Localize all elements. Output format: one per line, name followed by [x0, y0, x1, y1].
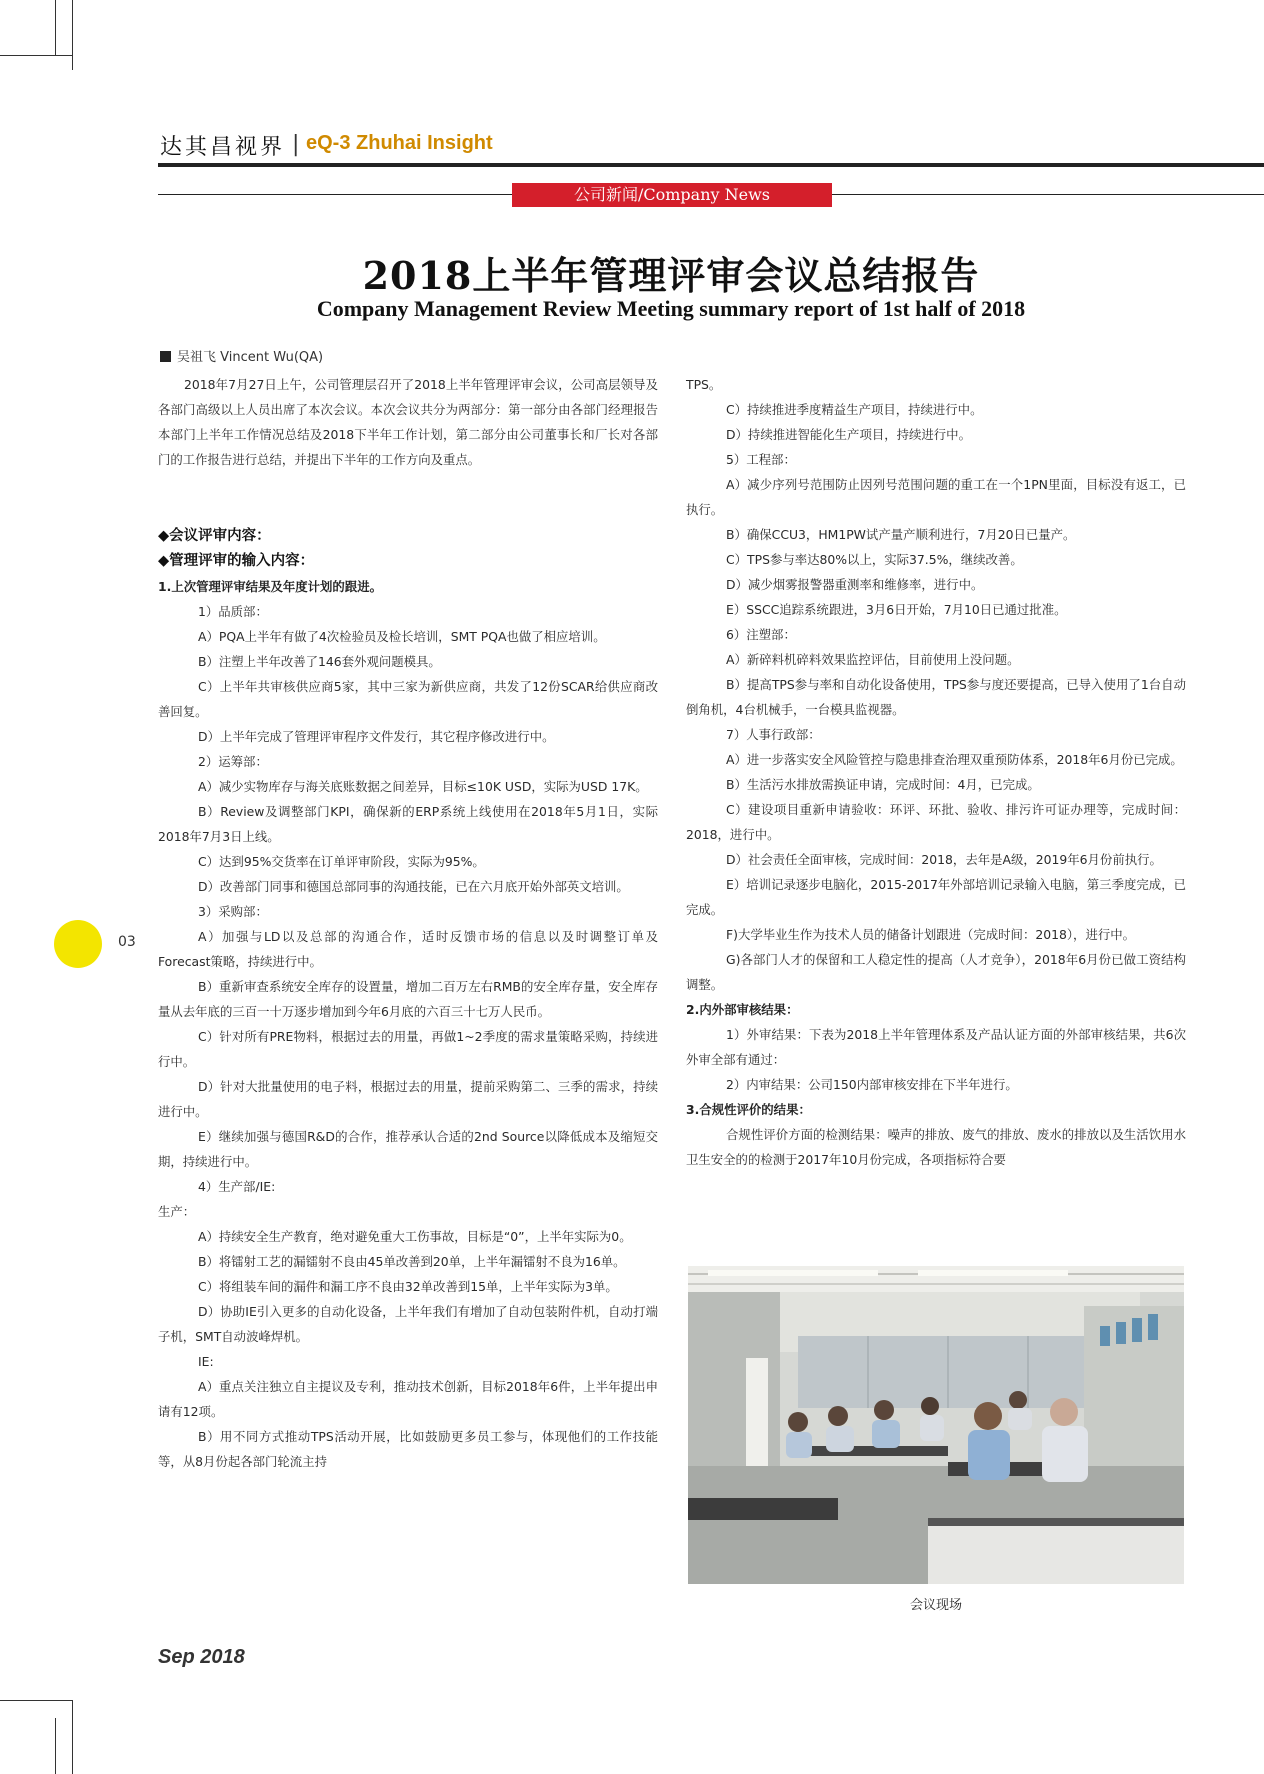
list-item: IE: — [198, 1354, 214, 1369]
intro-paragraph: 2018年7月27日上午，公司管理层召开了2018上半年管理评审会议，公司高层领导及各部门高级以上人员出席了本次会议。本次会议共分为两部分：第一部分由各部门经理报告本部门上半年工作情况总结及2018下半年工作计划，第二部分由公司董事长和厂长对各部门的工作报告进行总结，并提出下半年的工作方向及重点。 — [158, 377, 658, 467]
crop-mark — [55, 0, 56, 55]
list-item: E）培训记录逐步电脑化，2015-2017年外部培训记录输入电脑，第三季度完成，已完成。 — [686, 877, 1186, 917]
list-item: B）将镭射工艺的漏镭射不良由45单改善到20单，上半年漏镭射不良为16单。 — [198, 1254, 626, 1269]
list-item: C）达到95%交货率在订单评审阶段，实际为95%。 — [198, 854, 485, 869]
list-item: C）针对所有PRE物料，根据过去的用量，再做1~2季度的需求量策略采购，持续进行中。 — [158, 1029, 658, 1069]
list-item: 2）运筹部： — [198, 754, 268, 769]
list-item: C）建设项目重新申请验收：环评、环批、验收、排污许可证办理等，完成时间：2018，进行中。 — [686, 802, 1186, 842]
list-item: A）持续安全生产教育，绝对避免重大工伤事故，目标是“0”，上半年实际为0。 — [198, 1229, 632, 1244]
list-item: 6）注塑部： — [726, 627, 796, 642]
subsection-heading: 2.内外部审核结果： — [686, 1002, 799, 1017]
section-banner: 公司新闻/Company News — [512, 183, 832, 207]
list-item: B）提高TPS参与率和自动化设备使用，TPS参与度还要提高，已导入使用了1台自动倒角机，4台机械手，一台模具监视器。 — [686, 677, 1186, 717]
list-item: D）协助IE引入更多的自动化设备，上半年我们有增加了自动包装附件机，自动打端子机，SMT自动波峰焊机。 — [158, 1304, 658, 1344]
list-item: C）持续推进季度精益生产项目，持续进行中。 — [726, 402, 983, 417]
list-item: 2）内审结果：公司150内部审核安排在下半年进行。 — [726, 1077, 1018, 1092]
issue-date: Sep 2018 — [158, 1646, 245, 1668]
list-item: A）减少序列号范围防止因列号范围问题的重工在一个1PN里面，目标没有返工，已执行。 — [686, 477, 1186, 517]
crop-mark — [72, 1700, 73, 1774]
list-item: A）重点关注独立自主提议及专利，推动技术创新，目标2018年6件，上半年提出申请有12项。 — [158, 1379, 658, 1419]
list-item: A）PQA上半年有做了4次检验员及检长培训，SMT PQA也做了相应培训。 — [198, 629, 606, 644]
magazine-name-en: eQ-3 Zhuhai Insight — [306, 132, 493, 154]
list-item: D）社会责任全面审核，完成时间：2018，去年是A级，2019年6月份前执行。 — [726, 852, 1162, 867]
list-item: C）将组装车间的漏件和漏工序不良由32单改善到15单，上半年实际为3单。 — [198, 1279, 618, 1294]
list-item: 合规性评价方面的检测结果：噪声的排放、废气的排放、废水的排放以及生活饮用水卫生安全的的检测于2017年10月份完成，各项指标符合要 — [686, 1127, 1186, 1167]
list-item: TPS。 — [686, 377, 722, 392]
list-item: B）Review及调整部门KPI，确保新的ERP系统上线使用在2018年5月1日，实际2018年7月3日上线。 — [158, 804, 658, 844]
subsection-heading: 1.上次管理评审结果及年度计划的跟进。 — [158, 579, 382, 594]
list-item: D）持续推进智能化生产项目，持续进行中。 — [726, 427, 971, 442]
list-item: C）上半年共审核供应商5家，其中三家为新供应商，共发了12份SCAR给供应商改善回复。 — [158, 679, 658, 719]
magazine-name-cn: 达其昌视界 — [160, 135, 286, 160]
crop-mark — [0, 1700, 72, 1701]
list-item: A）加强与LD以及总部的沟通合作，适时反馈市场的信息以及时调整订单及Forecast策略，持续进行中。 — [158, 929, 658, 969]
list-item: B）用不同方式推动TPS活动开展，比如鼓励更多员工参与，体现他们的工作技能等，从8月份起各部门轮流主持 — [158, 1429, 658, 1469]
list-item: B）注塑上半年改善了146套外观问题模具。 — [198, 654, 441, 669]
list-item: D）上半年完成了管理评审程序文件发行，其它程序修改进行中。 — [198, 729, 555, 744]
section-heading: ◆会议评审内容： — [158, 528, 271, 544]
list-item: 7）人事行政部： — [726, 727, 821, 742]
column-left — [158, 372, 658, 472]
list-item: 5）工程部： — [726, 452, 796, 467]
list-item: 1）外审结果：下表为2018上半年管理体系及产品认证方面的外部审核结果，共6次外审全部有通过： — [686, 1027, 1186, 1067]
list-item: B）确保CCU3，HM1PW试产量产顺利进行，7月20日已量产。 — [726, 527, 1076, 542]
column-left-body — [158, 524, 658, 1474]
author-name: 吴祖飞 Vincent Wu(QA) — [177, 350, 324, 365]
list-item: F)大学毕业生作为技术人员的储备计划跟进（完成时间：2018），进行中。 — [726, 927, 1136, 942]
page-dot — [54, 920, 102, 968]
list-item: A）进一步落实安全风险管控与隐患排查治理双重预防体系，2018年6月份已完成。 — [726, 752, 1183, 767]
list-item: C）TPS参与率达80%以上，实际37.5%，继续改善。 — [726, 552, 1023, 567]
crop-mark — [0, 55, 72, 56]
list-item: 4）生产部/IE: — [198, 1179, 276, 1194]
header-separator: | — [292, 132, 300, 157]
list-item: 3）采购部： — [198, 904, 268, 919]
article-title-cn: 2018上半年管理评审会议总结报告 — [362, 253, 980, 298]
list-item: E）继续加强与德国R&D的合作，推荐承认合适的2nd Source以降低成本及缩短交期，持续进行中。 — [158, 1129, 658, 1169]
list-item: B）生活污水排放需换证申请，完成时间：4月，已完成。 — [726, 777, 1040, 792]
list-item: G)各部门人才的保留和工人稳定性的提高（人才竞争），2018年6月份已做工资结构调整。 — [686, 952, 1186, 992]
bullet-square-icon — [160, 351, 171, 362]
photo-caption: 会议现场 — [909, 1598, 962, 1613]
list-item: D）改善部门同事和德国总部同事的沟通技能，已在六月底开始外部英文培训。 — [198, 879, 629, 894]
list-item: 生产： — [158, 1204, 196, 1219]
meeting-room-illustration — [688, 1266, 1184, 1584]
crop-mark — [55, 1718, 56, 1774]
header-rule — [158, 163, 1264, 167]
author-line — [160, 346, 323, 365]
list-item: 1）品质部： — [198, 604, 268, 619]
crop-mark — [72, 0, 73, 70]
section-heading: ◆管理评审的输入内容： — [158, 553, 315, 569]
list-item: A）新碎料机碎料效果监控评估，目前使用上没问题。 — [726, 652, 1020, 667]
article-title-en: Company Management Review Meeting summary report of 1st half of 2018 — [316, 296, 1026, 321]
list-item: D）针对大批量使用的电子料，根据过去的用量，提前采购第二、三季的需求，持续进行中。 — [158, 1079, 658, 1119]
list-item: D）减少烟雾报警器重测率和维修率，进行中。 — [726, 577, 984, 592]
list-item: B）重新审查系统安全库存的设置量，增加二百万左右RMB的安全库存量，安全库存量从去年底的三百一十万逐步增加到今年6月底的六百三十七万人民币。 — [158, 979, 658, 1019]
meeting-photo — [688, 1266, 1184, 1584]
subsection-heading: 3.合规性评价的结果： — [686, 1102, 811, 1117]
list-item: E）SSCC追踪系统跟进，3月6日开始，7月10日已通过批准。 — [726, 602, 1067, 617]
column-right — [686, 372, 1186, 1172]
list-item: A）减少实物库存与海关底账数据之间差异，目标≤10K USD，实际为USD 17K。 — [198, 779, 648, 794]
page-number: 03 — [118, 934, 136, 950]
